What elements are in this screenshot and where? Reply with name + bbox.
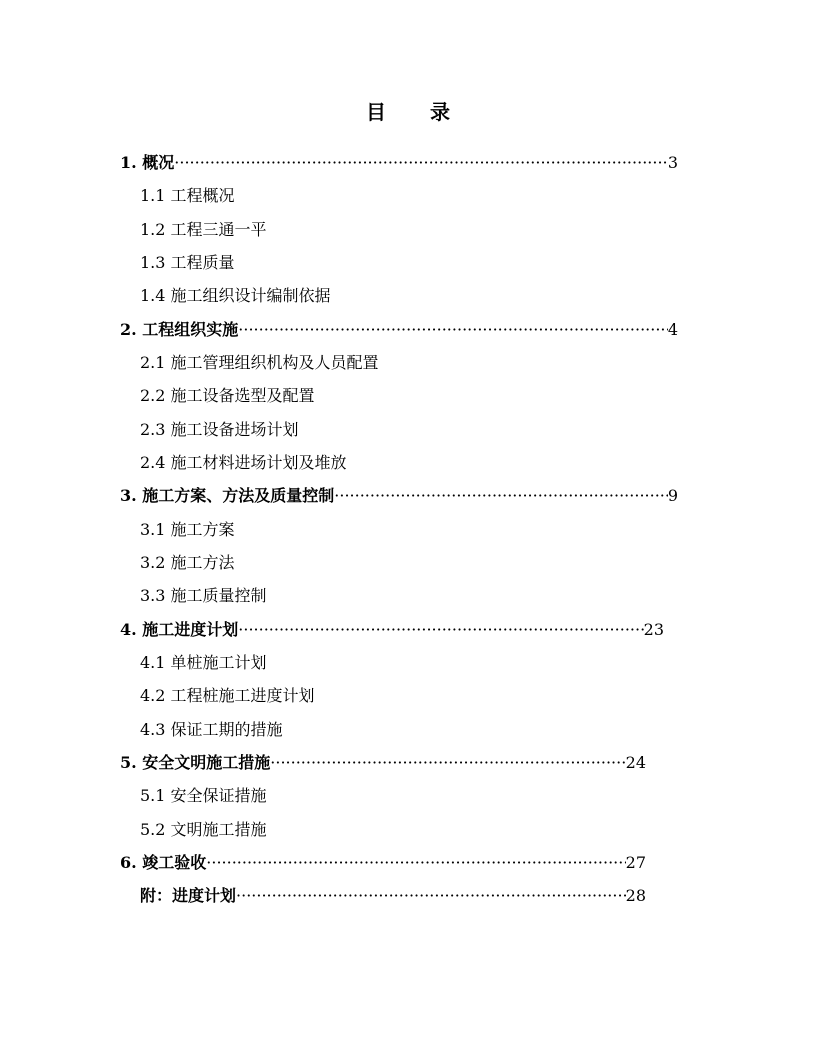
toc-entry-label: 4. 施工进度计划 (120, 620, 239, 639)
toc-entry-label: 4.3 保证工期的措施 (140, 720, 283, 739)
toc-entry-1-3[interactable] (140, 252, 235, 274)
dot-leader (236, 885, 626, 907)
toc-page-number: 23 (643, 620, 664, 639)
toc-entry-2-1[interactable] (140, 352, 379, 374)
toc-entry-label: 3.3 施工质量控制 (140, 586, 267, 605)
toc-entry-1-4[interactable] (140, 285, 331, 307)
toc-entry-label: 附：进度计划 (140, 886, 237, 905)
toc-entry-1-2[interactable] (140, 219, 267, 241)
toc-entry-label: 2.2 施工设备选型及配置 (140, 386, 315, 405)
dot-leader (334, 485, 668, 507)
toc-entry-label: 2.4 施工材料进场计划及堆放 (140, 453, 347, 472)
toc-entry-label: 1. 概况 (120, 153, 175, 172)
toc-entry-6[interactable] (120, 852, 646, 874)
toc-page-number: 9 (667, 486, 678, 505)
page-title (0, 96, 816, 125)
toc-entry-5-1[interactable] (140, 785, 267, 807)
toc-entry-label: 2.3 施工设备进场计划 (140, 420, 299, 439)
toc-entry-3-1[interactable] (140, 519, 235, 541)
toc-entry-appendix[interactable] (140, 885, 646, 907)
toc-entry-label: 5.2 文明施工措施 (140, 820, 267, 839)
toc-entry-label: 1.3 工程质量 (140, 253, 235, 272)
dot-leader (206, 852, 625, 874)
toc-entry-label: 2.1 施工管理组织机构及人员配置 (140, 353, 379, 372)
toc-entry-label: 3.2 施工方法 (140, 553, 235, 572)
toc-entry-label: 4.1 单桩施工计划 (140, 653, 267, 672)
toc-entry-label: 3.1 施工方案 (140, 520, 235, 539)
toc-entry-2-2[interactable] (140, 385, 315, 407)
toc-entry-3-3[interactable] (140, 585, 267, 607)
toc-entry-2-4[interactable] (140, 452, 347, 474)
toc-entry-4-2[interactable] (140, 685, 315, 707)
toc-page-number: 4 (667, 320, 678, 339)
title-part-2: 录 (430, 100, 450, 124)
toc-entry-1[interactable] (120, 152, 678, 174)
toc-entry-4-1[interactable] (140, 652, 267, 674)
toc-entry-5-2[interactable] (140, 819, 267, 841)
toc-entry-label: 1.1 工程概况 (140, 186, 235, 205)
toc-page-number: 28 (625, 886, 646, 905)
toc-entry-label: 6. 竣工验收 (120, 853, 207, 872)
toc-entry-4[interactable] (120, 619, 664, 641)
toc-entry-label: 1.2 工程三通一平 (140, 220, 267, 239)
toc-entry-1-1[interactable] (140, 185, 235, 207)
toc-page-number: 27 (625, 853, 646, 872)
toc-entry-2-3[interactable] (140, 419, 299, 441)
toc-entry-5[interactable] (120, 752, 646, 774)
dot-leader (270, 752, 625, 774)
toc-entry-4-3[interactable] (140, 719, 283, 741)
toc-entry-3[interactable] (120, 485, 678, 507)
toc-page-number: 3 (667, 153, 678, 172)
toc-entry-3-2[interactable] (140, 552, 235, 574)
dot-leader (238, 319, 668, 341)
toc-entry-2[interactable] (120, 319, 678, 341)
title-part-1: 目 (366, 100, 386, 124)
toc-entry-label: 2. 工程组织实施 (120, 320, 239, 339)
toc-page-number: 24 (625, 753, 646, 772)
toc-entry-label: 4.2 工程桩施工进度计划 (140, 686, 315, 705)
dot-leader (174, 152, 668, 174)
toc-entry-label: 5.1 安全保证措施 (140, 786, 267, 805)
toc-entry-label: 1.4 施工组织设计编制依据 (140, 286, 331, 305)
toc-entry-label: 3. 施工方案、方法及质量控制 (120, 486, 335, 505)
dot-leader (238, 619, 643, 641)
toc-entry-label: 5. 安全文明施工措施 (120, 753, 271, 772)
